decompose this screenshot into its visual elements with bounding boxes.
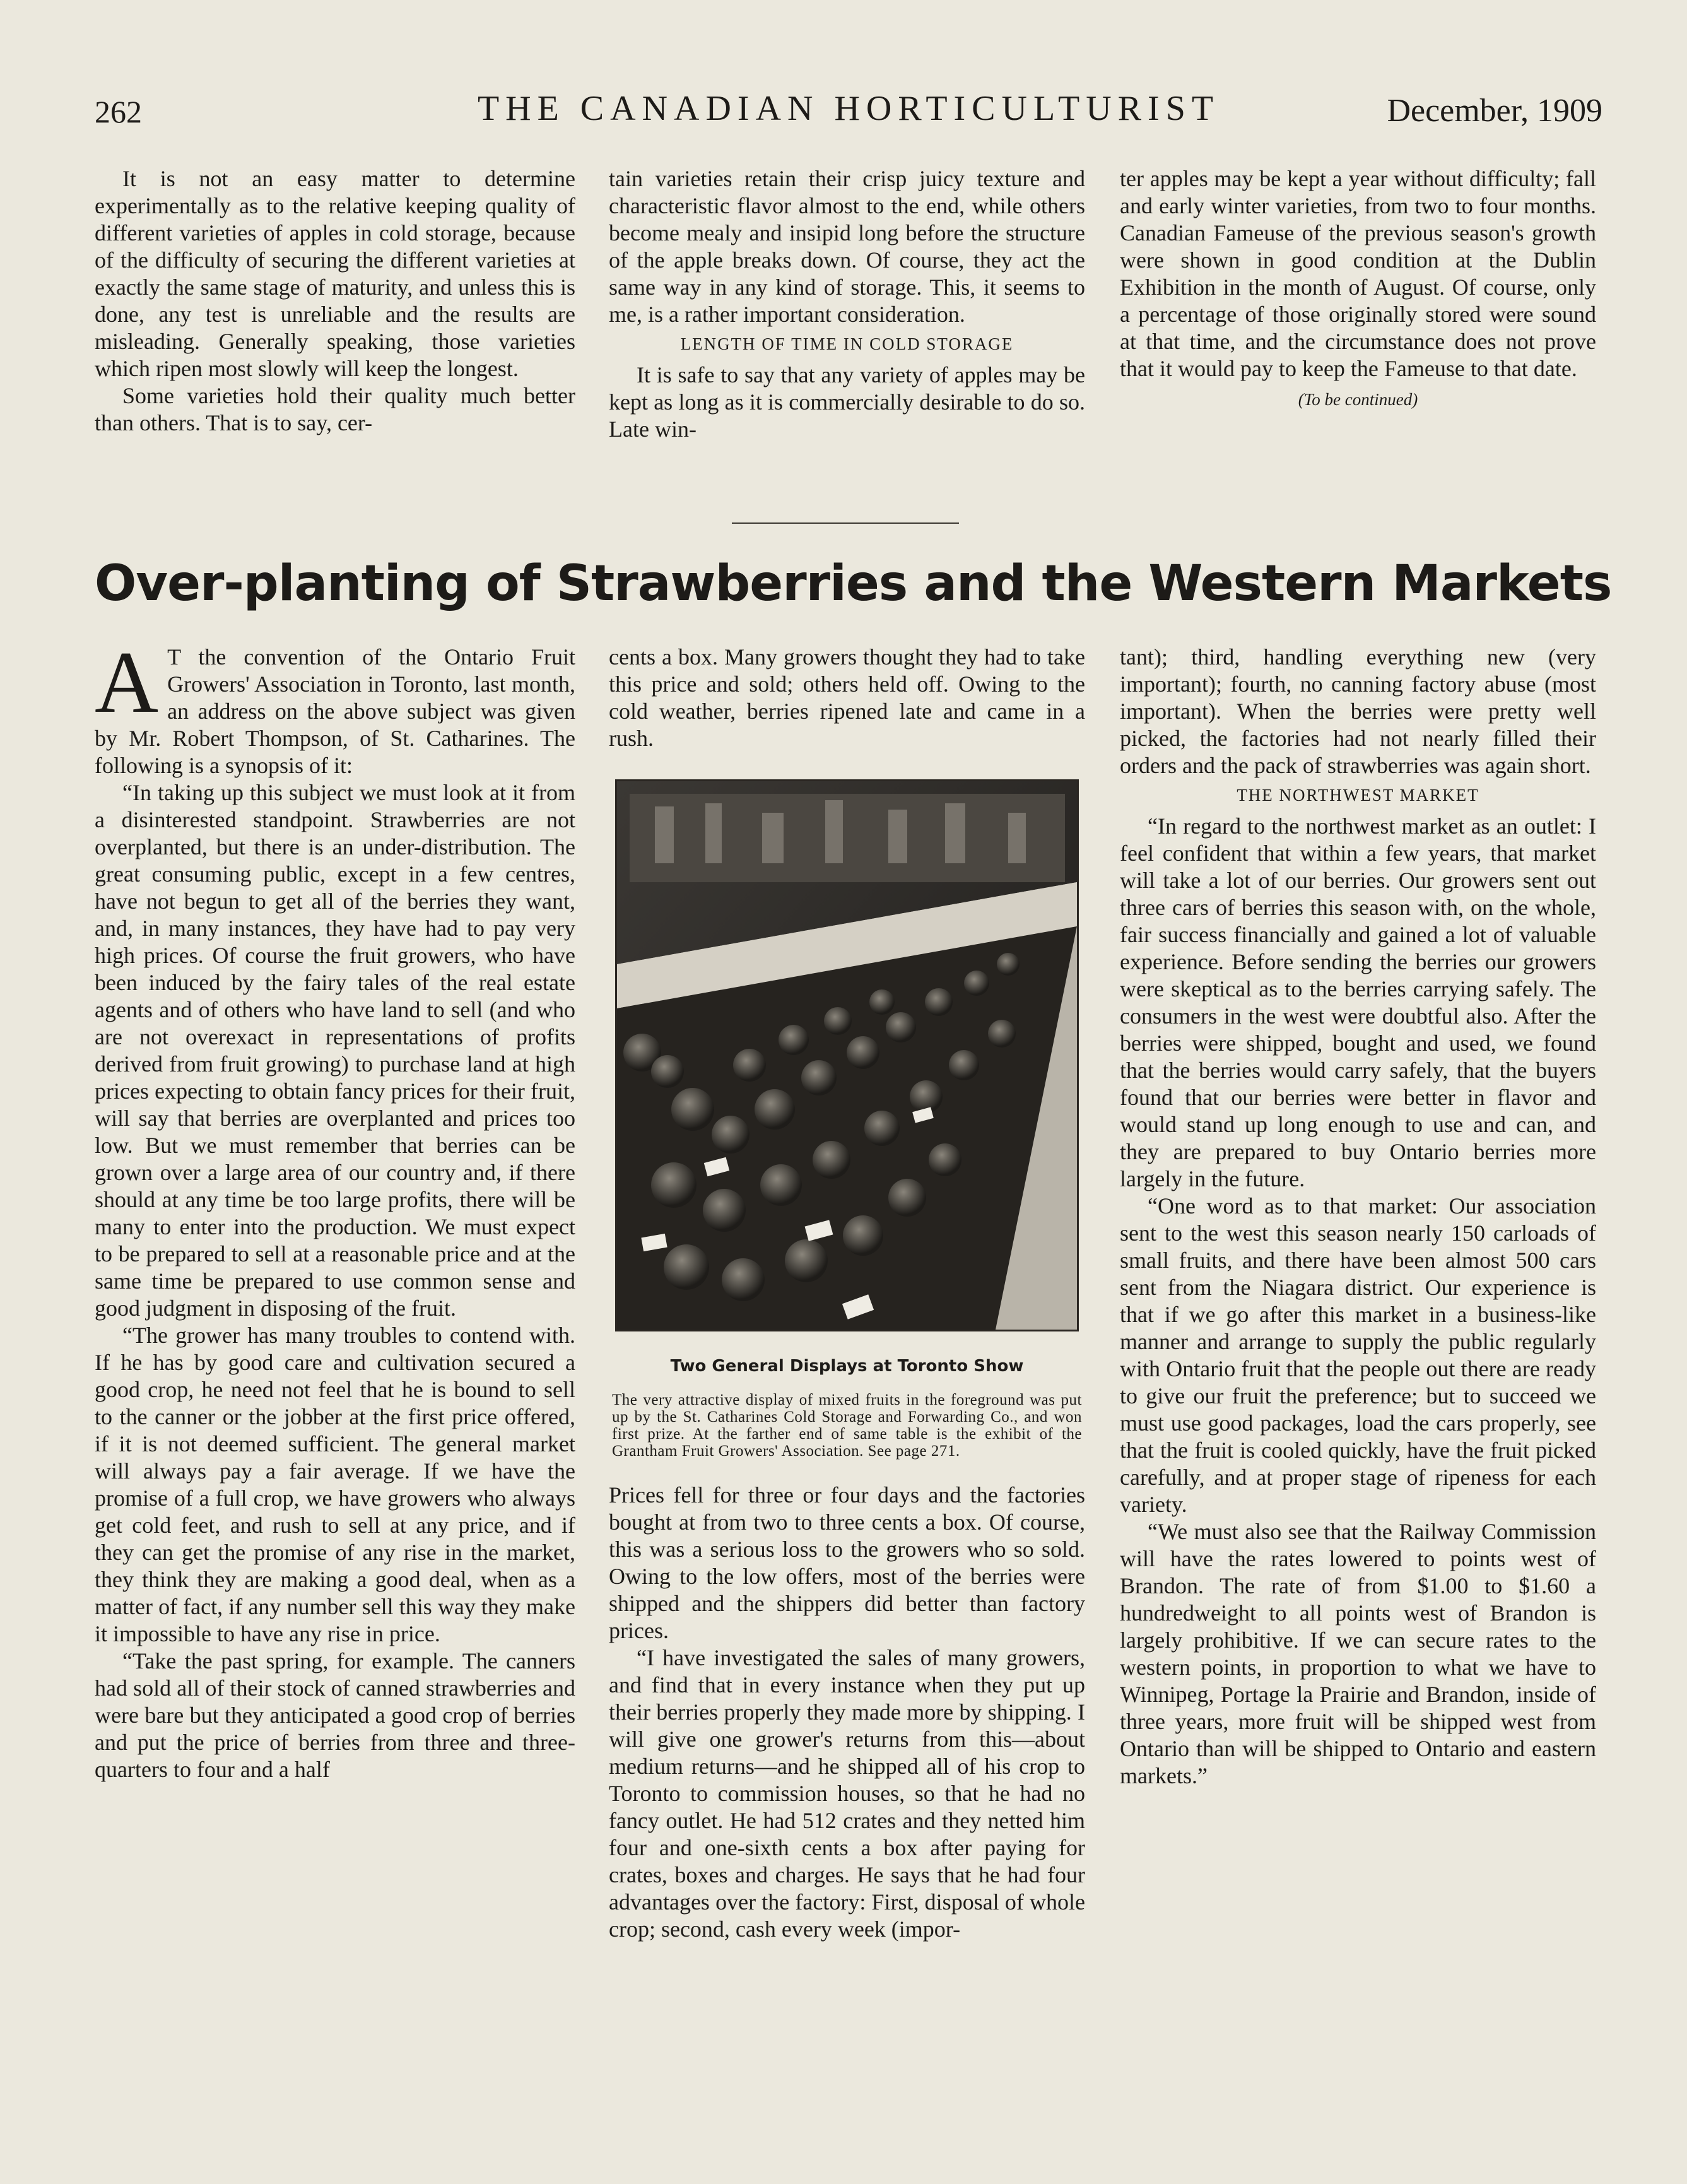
article-column-3 <box>1120 644 1596 1790</box>
paragraph: “We must also see that the Railway Commission will have the rates lowered to points west of Brandon. The rate of from $1.00 to $1.60 a hundredweight to all points west of Brandon is largely prohibitive. If we can secure rates to the western points, in proportion to what we have to Winnipeg, Portage la Prairie and Brandon, inside of three years, more fruit will be shipped west from Ontario than will be shipped to Ontario and eastern markets.” <box>1120 1519 1596 1788</box>
article-column-2-top <box>609 644 1085 752</box>
running-head <box>95 88 1602 133</box>
paragraph: Prices fell for three or four days and the factories bought at from two to three cents a box. Of course, this was a serious loss to the growers who so sold. Owing to the low offers, most of the berries were shipped and the shippers did better than factory prices. <box>609 1482 1085 1643</box>
article-column-1 <box>95 634 575 1783</box>
paragraph: “One word as to that market: Our association sent to the west this season nearly 150 carloads of small fruits, and there have been almost 500 cars sent from the Niagara district. Our experience is that if we go after this market in a business-like manner and arrange to supply the public regularly with Ontario fruit that the people out there are ready to give our fruit the preference; but to succeed we must use good packages, load the cars properly, see that the fruit is cooled quickly, have the fruit picked carefully, and at proper stage of ripeness for each variety. <box>1120 1193 1596 1517</box>
article-headline: Over-planting of Strawberries and the Western Markets <box>95 555 1612 612</box>
paragraph: tain varieties retain their crisp juicy texture and characteristic flavor almost to the end, while others become mealy and insipid long before the structure of the apple breaks down. Of course, they act the same way in any kind of storage. This, it seems to me, is a rather important consideration. <box>609 166 1085 327</box>
photo-caption-title: Two General Displays at Toronto Show <box>670 1357 1024 1376</box>
paragraph: tant); third, handling everything new (very important); fourth, no canning factory abuse (most important). When the berries were pretty well picked, the factories had not nearly filled their orders and the pack of strawberries was again short. <box>1120 644 1596 778</box>
paragraph: “In regard to the northwest market as an outlet: I feel confident that within a few years, that market will take a lot of our berries. Our growers sent out three cars of berries this season with, on the whole, fair success financially and gained a lot of valuable experience. Before sending the berries our growers were skeptical as to the berries carrying safely. The consumers in the west were doubtful also. After the berries were shipped, bought and used, we found that the berries would carry safely, that the buyers found that our berries were better in flavor and would stand up long enough to use and can, and they are prepared to buy Ontario berries more largely in the future. <box>1120 813 1596 1191</box>
paragraph: “The grower has many troubles to contend with. If he has by good care and cultivation secured a good crop, he need not feel that he is bound to sell to the canner or the jobber at the first price offered, if it is not deemed sufficient. The general market will always pay a fair average. If we have the promise of a full crop, we have growers who always get cold feet, and rush to sell at any price, and if they can get the promise of any rise in the market, they think they are making a good deal, when as a matter of fact, if any number sell this way they make it impossible to have any rise in price. <box>95 1323 575 1646</box>
section-divider <box>732 522 959 524</box>
publication-title: THE CANADIAN HORTICULTURIST <box>477 89 1220 128</box>
article-column-2-bottom <box>609 1482 1085 1943</box>
subheading: LENGTH OF TIME IN COLD STORAGE <box>680 334 1014 353</box>
continued-note: (To be continued) <box>1298 390 1418 409</box>
paragraph: It is safe to say that any variety of apples may be kept as long as it is commercially desirable to do so. Late win- <box>609 362 1085 442</box>
lead-paragraph <box>95 634 575 779</box>
lead-text: T the convention of the Ontario Fruit Growers' Association in Toronto, last month, an address on the above subject was given by Mr. Robert Thompson, of St. Catharines. The following is a synopsis of it: <box>95 644 575 778</box>
paragraph: “In taking up this subject we must look at it from a disinterested standpoint. Strawberries are not overplanted, but there is an under-distribution. The great consuming public, except in a few centres, have not begun to get all of the berries they want, and, in many instances, they have had to pay very high prices. Of course the fruit growers, who have been induced by the fairy tales of the real estate agents and of others who have land to sell (and who are not overexact in representations of profits derived from fruit growing) to purchase land at high prices expecting to obtain fancy prices for their fruit, will say that berries are overplanted and prices too low. But we must remember that berries can be grown over a large area of our country and, if there should at any time be too large profits, there will be many to enter into the production. We must expect to be prepared to sell at a reasonable price and at the same time be prepared to use common sense and good judgment in disposing of the fruit. <box>95 780 575 1321</box>
top-column-2 <box>609 165 1085 443</box>
photo-caption-body: The very attractive display of mixed fruits in the foreground was put up by the St. Catharines Cold Storage and Forwarding Co., and won first prize. At the farther end of same table is the exhibit of the Grantham Fruit Growers' Association. See page 271. <box>612 1391 1082 1460</box>
drop-cap: A <box>95 634 159 731</box>
paragraph: It is not an easy matter to determine experimentally as to the relative keeping quality of different varieties of apples in cold storage, because of the difficulty of securing the different varieties at exactly the same stage of maturity, and unless this is done, any test is unreliable and the results are misleading. Generally speaking, those varieties which ripen most slowly will keep the longest. <box>95 166 575 381</box>
fruit-display-photo-image <box>617 781 1077 1330</box>
top-column-1 <box>95 165 575 437</box>
paragraph: Some varieties hold their quality much better than others. That is to say, cer- <box>95 383 575 435</box>
page-number: 262 <box>95 94 142 129</box>
subheading: THE NORTHWEST MARKET <box>1237 786 1479 805</box>
paragraph: ter apples may be kept a year without difficulty; fall and early winter varieties, from two to four months. Canadian Fameuse of the previous season's growth were shown in good condition at the Dublin Exhibition in the month of August. Of course, only a percentage of those originally stored were sound at that time, and the circumstance does not prove that it would pay to keep the Fameuse to that date. <box>1120 166 1596 381</box>
exhibit-photo <box>615 779 1079 1331</box>
paragraph: cents a box. Many growers thought they had to take this price and sold; others held off. Owing to the cold weather, berries ripened late and came in a rush. <box>609 644 1085 751</box>
paragraph: “I have investigated the sales of many growers, and find that in every instance when they put up their berries properly they made more by shipping. I will give one grower's returns from this—about medium returns—and he shipped all of his crop to Toronto to commission houses, so that he had no fancy outlet. He had 512 crates and they netted him four and one-sixth cents a box after paying for crates, boxes and charges. He says that he had four advantages over the factory: First, disposal of whole crop; second, cash every week (impor- <box>609 1645 1085 1942</box>
issue-date: December, 1909 <box>1387 93 1602 129</box>
paragraph: “Take the past spring, for example. The canners had sold all of their stock of canned strawberries and were bare but they anticipated a good crop of berries and put the price of berries from three and three-quarters to four and a half <box>95 1648 575 1782</box>
top-column-3 <box>1120 165 1596 413</box>
